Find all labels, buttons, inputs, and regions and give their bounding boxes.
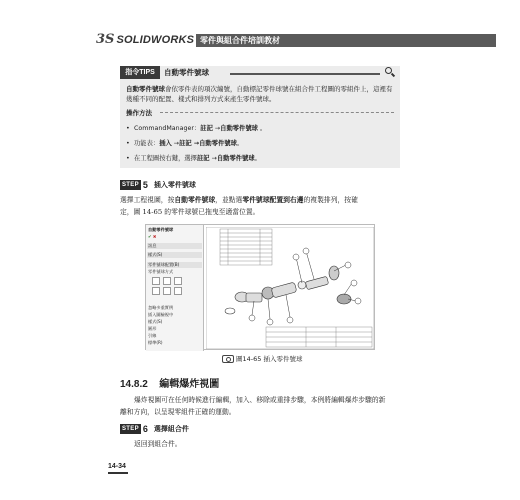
book-title-bar bbox=[196, 34, 496, 47]
layout-circular-icon[interactable] bbox=[174, 287, 182, 295]
figure-14-65 bbox=[145, 224, 375, 350]
property-manager-panel bbox=[146, 225, 204, 351]
ops-heading: 操作方法 bbox=[126, 109, 152, 117]
logo-text: SOLIDWORKS bbox=[116, 33, 195, 46]
tips-divider bbox=[230, 73, 380, 75]
step-5-heading bbox=[120, 180, 196, 190]
layout-bottom-icon[interactable] bbox=[163, 287, 171, 295]
layout-top-icon[interactable] bbox=[152, 287, 160, 295]
tips-badge: 指令TIPS bbox=[120, 66, 160, 79]
step-number: 5 bbox=[142, 180, 148, 190]
step-number: 6 bbox=[142, 424, 148, 434]
command-tips-box bbox=[120, 66, 400, 168]
step-badge: STEP bbox=[122, 182, 139, 188]
ok-icon[interactable]: ✔ ✖ bbox=[148, 234, 157, 239]
book-title: 零件與組合件培訓教材 bbox=[200, 36, 280, 45]
panel-row[interactable]: 訊息 bbox=[148, 243, 157, 248]
tips-text: 會依零件表的項次編號，自動標記零件球號在組合件工程圖的零組件上，這裡有幾種不同的配置、樣式和排列方式來產生零件號球。 bbox=[126, 85, 393, 103]
section-title: 編輯爆炸視圖 bbox=[159, 379, 220, 390]
figure-caption: 圖14-65 插入零件號球 bbox=[222, 354, 302, 363]
ops-item: • CommandManager：註記 →自動零件號球 。 bbox=[126, 125, 267, 132]
tips-description bbox=[126, 84, 394, 104]
section-number: 14.8.2 bbox=[120, 379, 148, 390]
panel-row[interactable]: 圓形 bbox=[148, 326, 157, 331]
ops-item: • 功能表：插入 →註記 →自動零件號球。 bbox=[126, 140, 244, 147]
step-title: 插入零件號球 bbox=[153, 181, 196, 189]
magnifier-icon bbox=[384, 66, 396, 78]
camera-icon bbox=[222, 355, 234, 363]
page-number-underline bbox=[108, 472, 128, 474]
exploded-drawing bbox=[206, 227, 374, 349]
page-number: 14-34 bbox=[108, 463, 126, 470]
layout-right-icon[interactable] bbox=[163, 277, 171, 285]
panel-row[interactable]: 插入圖檢視中 bbox=[148, 312, 174, 317]
step-5-paragraph: 選擇工程視圖，按自動零件號球，並點選零件號球配置到右邊的複製排列，按確 定，圖 14-65 的零件球號已拖曳至適當位置。 bbox=[120, 196, 358, 216]
layout-left-icon[interactable] bbox=[174, 277, 182, 285]
panel-row[interactable]: 引線 bbox=[148, 333, 157, 338]
panel-row: 零件號球方式 bbox=[148, 269, 174, 274]
panel-row[interactable]: 忽略多重實例 bbox=[148, 305, 174, 310]
solidworks-logo bbox=[96, 32, 194, 47]
tips-title: 自動零件號球 bbox=[164, 68, 209, 77]
step-6-heading bbox=[120, 424, 189, 434]
panel-row: 樣式(S) bbox=[148, 319, 163, 324]
panel-row[interactable]: 標準(R) bbox=[148, 340, 163, 345]
tips-term: 自動零件號球 bbox=[126, 85, 165, 93]
ops-item: • 在工程圖按右鍵，選擇註記 →自動零件號球。 bbox=[126, 155, 261, 162]
step-6-paragraph: 返回到組合件。 bbox=[134, 440, 182, 448]
layout-square-icon[interactable] bbox=[152, 277, 160, 285]
panel-row[interactable]: 零件號球配置(B) bbox=[148, 262, 180, 267]
panel-title: 自動零件號球 bbox=[148, 227, 174, 232]
ops-list bbox=[126, 121, 266, 166]
panel-row[interactable]: 樣式(S) bbox=[148, 252, 163, 257]
tips-header bbox=[120, 66, 400, 79]
step-badge: STEP bbox=[122, 426, 139, 432]
section-paragraph: 爆炸視圖可在任何時候進行編輯，加入、移除或重排步驟，本例將編輯爆炸步驟的新 離和方向，以呈現零組件正確的運動。 bbox=[120, 396, 386, 416]
step-title: 選擇組合件 bbox=[153, 425, 189, 433]
ops-divider bbox=[160, 112, 394, 113]
ds-logo-icon: 3S bbox=[96, 32, 115, 47]
section-heading bbox=[120, 375, 219, 390]
page-header bbox=[96, 30, 496, 52]
